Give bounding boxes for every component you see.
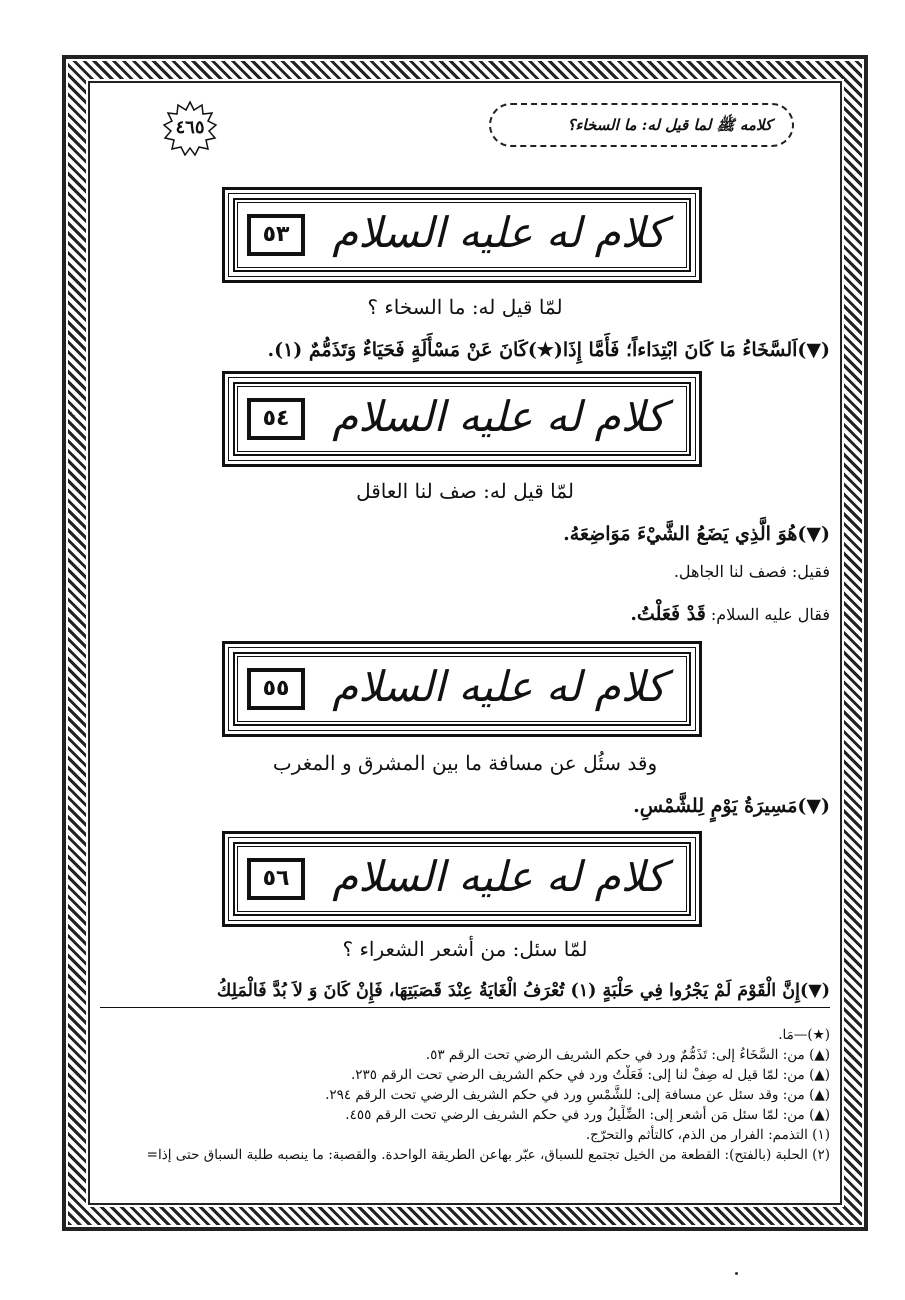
page-number: ٤٦٥	[175, 117, 205, 138]
section-number: ٥٤	[247, 398, 305, 440]
section-number: ٥٦	[247, 858, 305, 900]
page-content	[100, 95, 830, 1195]
banner-title: كلام له عليه السلام	[332, 662, 666, 711]
section-subtitle: وقد سئُل عن مسافة ما بين المشرق و المغرب	[272, 751, 658, 775]
section-subtitle: لمّا قيل له: ما السخاء ؟	[367, 295, 563, 319]
section-banner	[222, 641, 702, 737]
section-number: ٥٣	[247, 214, 305, 256]
section-banner	[222, 187, 702, 283]
footnote: (▲) من: وقد سئل عن مسافة إلى: للشَّمْسِ ورد في حكم الشريف الرضي تحت الرقم ٢٩٤.	[325, 1087, 830, 1103]
page-header	[100, 95, 830, 165]
dialogue-answer: قَدْ فَعَلْتُ.	[630, 603, 706, 625]
footnote: (▲) من: لمّا قيل له صِفْ لنا إلى: فَعَلْتُ ورد في حكم الشريف الرضي تحت الرقم ٢٣٥.	[350, 1067, 830, 1083]
banner-title: كلام له عليه السلام	[332, 852, 666, 901]
footnote-divider	[100, 1007, 830, 1008]
section-subtitle: لمّا قيل له: صف لنا العاقل	[356, 479, 574, 503]
footnote: (▲) من: السَّخَاءُ إلى: تَذَمُّمٌ ورد في حكم الشريف الرضي تحت الرقم ٥٣.	[425, 1047, 830, 1063]
section-banner	[222, 371, 702, 467]
page-number-badge	[162, 100, 218, 156]
section-number: ٥٥	[247, 668, 305, 710]
section-subtitle: لمّا سئل: من أشعر الشعراء ؟	[342, 937, 588, 961]
footnote: (★)—مَا.	[778, 1027, 830, 1043]
footnote: (٢) الحلبة (بالفتح): القطعة من الخيل تجتمع للسباق، عبّر بهاعن الطريقة الواحدة. والقصبة: ما ينصبه طلبة السباق حتى إذا=	[146, 1147, 830, 1163]
saying-text: (▼)اَلسَّخَاءُ مَا كَانَ ابْتِدَاءاً؛ فَأَمَّا إِذَا(★)كَانَ عَنْ مَسْأَلَةٍ فَحَيَاءٌ وَتَذَمُّمٌ (١).	[267, 339, 830, 361]
running-title: كلامه ﷺ لما قيل له: ما السخاء؟	[489, 103, 794, 147]
saying-text: (▼)هُوَ الَّذِي يَضَعُ الشَّيْءَ مَوَاضِعَهُ.	[563, 523, 830, 545]
footnote: (▲) من: لمّا سئل مَن أشعر إلى: الضِّلِّيلُ ورد في حكم الشريف الرضي تحت الرقم ٤٥٥.	[345, 1107, 830, 1123]
saying-text: (▼)إِنَّ الْقَوْمَ لَمْ يَجْرُوا فِي حَلْبَةٍ (١) تُعْرَفُ الْغَايَةُ عِنْدَ قَصَبَتِهَا، فَإِنْ كَانَ وَ لاَ بُدَّ فَالْمَلِكُ	[216, 981, 830, 1001]
dialogue-line	[110, 603, 830, 625]
footnotes	[100, 1025, 830, 1165]
banner-title: كلام له عليه السلام	[332, 208, 666, 257]
saying-text: (▼)مَسِيرَةُ يَوْمٍ لِلشَّمْسِ.	[633, 795, 830, 817]
dialogue-prefix: فقال عليه السلام:	[710, 605, 830, 624]
footnote: (١) التذمم: الفرار من الذم، كالتأثم والتحرّج.	[585, 1127, 830, 1143]
banner-title: كلام له عليه السلام	[332, 392, 666, 441]
scan-speck	[735, 1272, 738, 1275]
section-banner	[222, 831, 702, 927]
dialogue-line: فقيل: فصف لنا الجاهل.	[673, 562, 830, 581]
